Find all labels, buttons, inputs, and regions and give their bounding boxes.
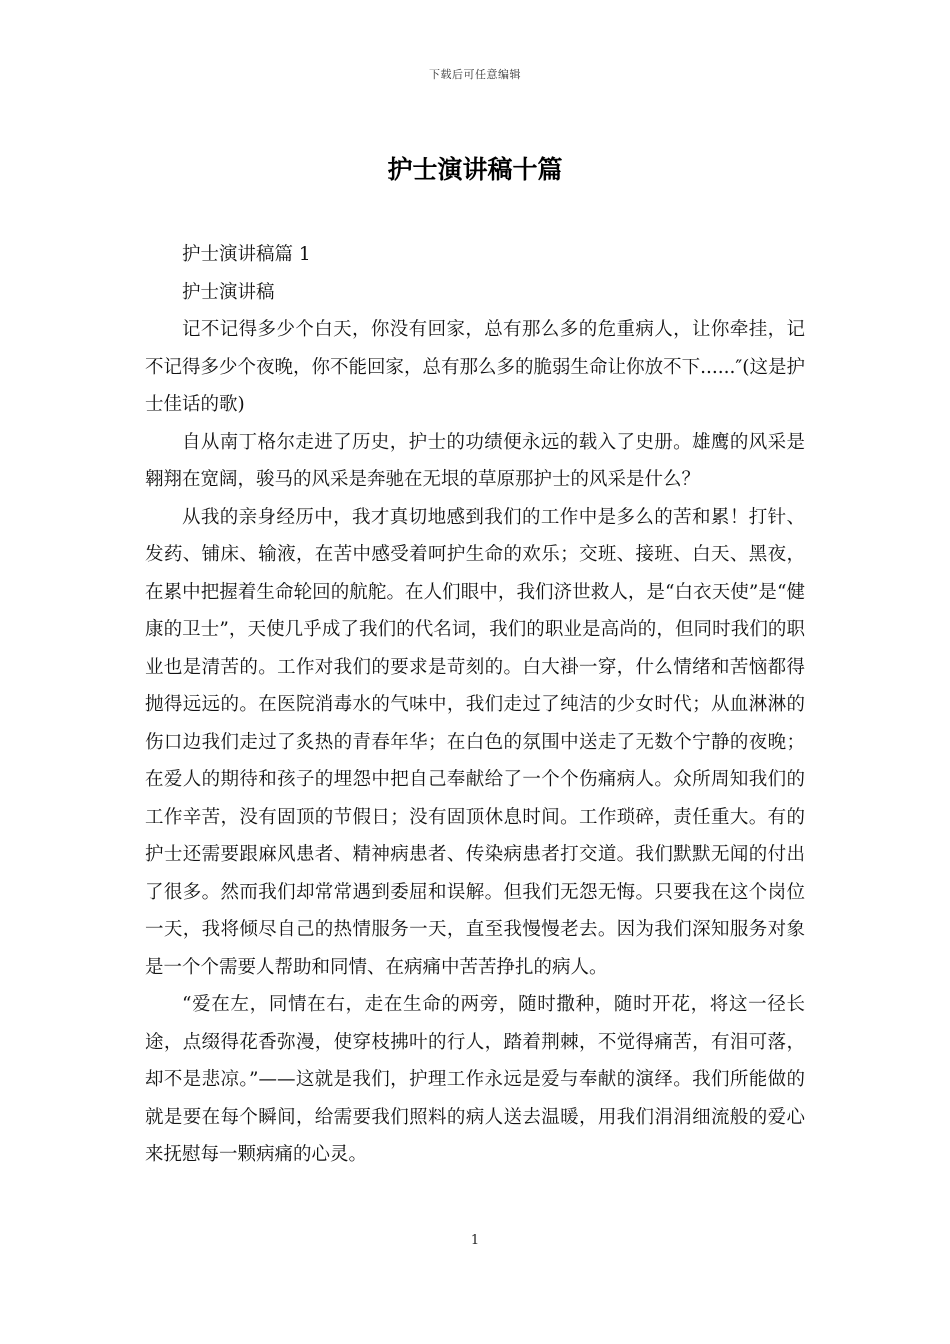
document-title: 护士演讲稿十篇 [387,155,563,184]
paragraph: 自从南丁格尔走进了历史，护士的功绩便永远的载入了史册。雄鹰的风采是翱翔在宽阔，骏马的风采是奔驰在无垠的草原那护士的风采是什么？ [145,431,805,490]
document-body [145,236,805,1174]
page-number: 1 [470,1233,480,1248]
section-heading: 护士演讲稿篇 1 [182,244,311,265]
paragraph: 记不记得多少个白天，你没有回家，总有那么多的危重病人，让你牵挂，记不记得多少个夜晚，你不能回家，总有那么多的脆弱生命让你放不下......″(这是护士佳话的歌) [145,319,805,415]
paragraph: 从我的亲身经历中，我才真切地感到我们的工作中是多么的苦和累！打针、发药、铺床、输液，在苦中感受着呵护生命的欢乐；交班、接班、白天、黑夜，在累中把握着生命轮回的航舵。在人们眼中，我们济世救人，是“白衣天使”是“健康的卫士”，天使几乎成了我们的代名词，我们的职业是高尚的，但同时我们的职业也是清苦的。工作对我们的要求是苛刻的。白大褂一穿，什么情绪和苦恼都得抛得远远的。在医院消毒水的气味中，我们走过了纯洁的少女时代；从血淋淋的伤口边我们走过了炙热的青春年华；在白色的氛围中送走了无数个宁静的夜晚；在爱人的期待和孩子的埋怨中把自己奉献给了一个个伤痛病人。众所周知我们的工作辛苦，没有固顶的节假日；没有固顶休息时间。工作琐碎，责任重大。有的护士还需要跟麻风患者、精神病患者、传染病患者打交道。我们默默无闻的付出了很多。然而我们却常常遇到委屈和误解。但我们无怨无悔。只要我在这个岗位一天，我将倾尽自己的热情服务一天，直至我慢慢老去。因为我们深知服务对象是一个个需要人帮助和同情、在病痛中苦苦挣扎的病人。 [145,506,805,978]
sub-heading: 护士演讲稿 [182,281,275,303]
header-note: 下载后可任意编辑 [429,68,521,81]
paragraph: “爱在左，同情在右，走在生命的两旁，随时撒种，随时开花，将这一径长途，点缀得花香弥漫，使穿枝拂叶的行人，踏着荆棘，不觉得痛苦，有泪可落，却不是悲凉。”——这就是我们，护理工作永远是爱与奉献的演绎。我们所能做的就是要在每个瞬间，给需要我们照料的病人送去温暖，用我们涓涓细流般的爱心来抚慰每一颗病痛的心灵。 [145,994,805,1165]
